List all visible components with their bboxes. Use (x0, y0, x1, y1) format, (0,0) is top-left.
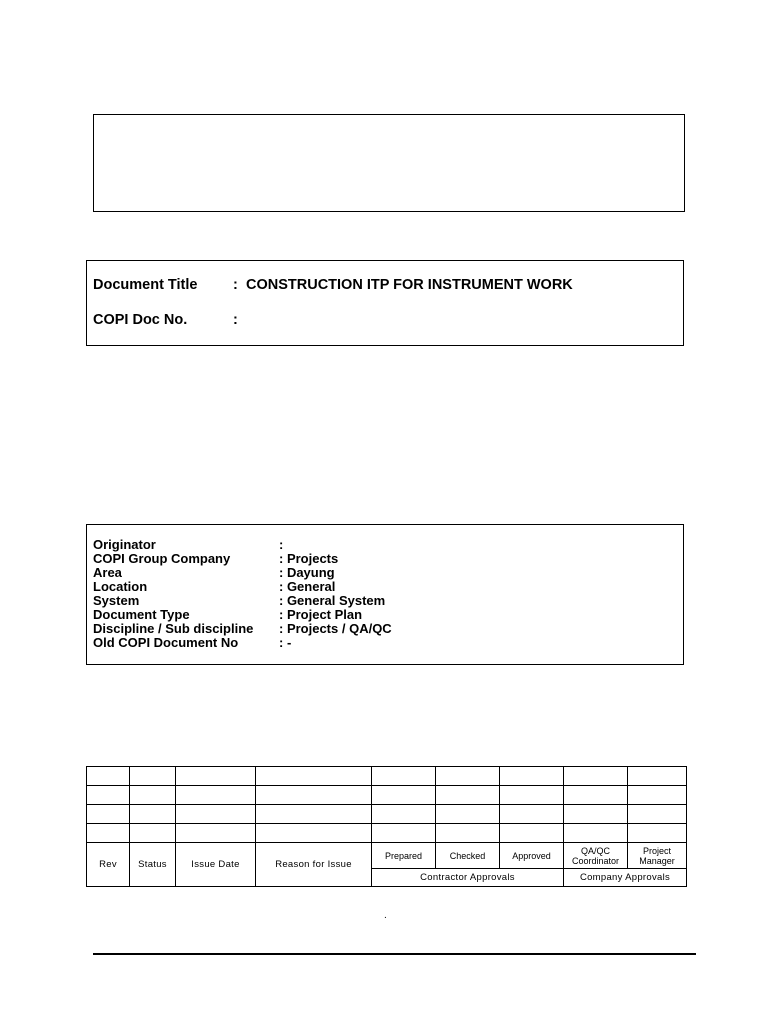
title-block (86, 260, 684, 346)
metadata-label: Originator (93, 537, 156, 552)
issue-date-header: Issue Date (176, 843, 256, 887)
checked-header: Checked (436, 843, 500, 869)
revision-row-empty (87, 824, 687, 843)
contractor-approvals-header: Contractor Approvals (372, 869, 564, 887)
metadata-block (86, 524, 684, 665)
prepared-header: Prepared (372, 843, 436, 869)
metadata-value: : Project Plan (279, 607, 363, 622)
metadata-value: : - (279, 635, 292, 650)
revision-row-empty (87, 786, 687, 805)
status-header: Status (130, 843, 176, 887)
revision-row-empty (87, 767, 687, 786)
rev-header: Rev (87, 843, 130, 887)
metadata-label: COPI Group Company (93, 551, 231, 566)
project-manager-header: Project Manager (628, 843, 687, 869)
metadata-label: Old COPI Document No (93, 635, 239, 650)
document-title-colon: : (233, 277, 238, 293)
metadata-label: Area (93, 565, 122, 580)
qaqc-coordinator-header: QA/QC Coordinator (564, 843, 628, 869)
revision-table (86, 766, 687, 887)
revision-row-empty (87, 805, 687, 824)
footer-divider (93, 953, 696, 955)
doc-no-colon: : (233, 312, 238, 328)
revision-header-row (87, 843, 687, 869)
metadata-label: System (93, 593, 140, 608)
document-title-value: CONSTRUCTION ITP FOR INSTRUMENT WORK (246, 277, 573, 293)
metadata-label: Location (93, 579, 148, 594)
header-logo-box (93, 114, 685, 212)
metadata-value: : General (279, 579, 336, 594)
approved-header: Approved (500, 843, 564, 869)
metadata-value: : General System (279, 593, 386, 608)
metadata-value: : Projects / QA/QC (279, 621, 392, 636)
metadata-label: Discipline / Sub discipline (93, 621, 254, 636)
document-title-label: Document Title (93, 277, 198, 293)
metadata-value: : Projects (279, 551, 339, 566)
metadata-value: : (279, 537, 284, 552)
company-approvals-header: Company Approvals (564, 869, 687, 887)
reason-header: Reason for Issue (256, 843, 372, 887)
footer-dot: . (384, 910, 387, 921)
metadata-value: : Dayung (279, 565, 335, 580)
doc-no-label: COPI Doc No. (93, 312, 188, 328)
metadata-label: Document Type (93, 607, 190, 622)
